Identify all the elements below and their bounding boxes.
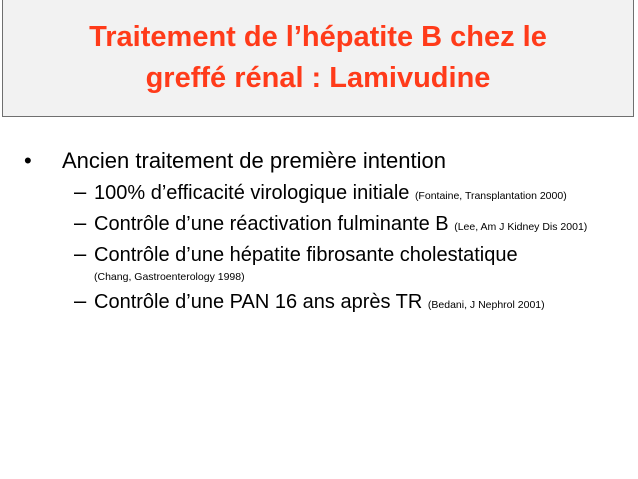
sub-item	[74, 287, 624, 316]
sub-item	[74, 240, 624, 285]
title-line-1: Traitement de l’hépatite B chez le	[89, 21, 547, 53]
sub-item-text: Contrôle d’une PAN 16 ans après TR	[94, 291, 428, 313]
sub-item-reference: (Fontaine, Transplantation 2000)	[414, 190, 567, 202]
dash-marker: –	[74, 210, 87, 235]
dash-marker: –	[74, 241, 87, 266]
dash-marker: –	[74, 179, 87, 204]
title-line-2: greffé rénal : Lamivudine	[145, 62, 491, 94]
slide-title	[69, 17, 567, 99]
dash-marker: –	[74, 288, 87, 313]
sub-item-text: 100% d’efficacité virologique initiale	[94, 182, 415, 204]
sub-list	[74, 178, 624, 316]
sub-item-text: Contrôle d’une réactivation fulminante B	[94, 213, 455, 235]
bullet-item-text: Ancien traitement de première intention	[62, 148, 446, 173]
slide-content	[24, 146, 624, 318]
sub-item	[74, 209, 624, 238]
sub-item-text: Contrôle d’une hépatite fibrosante cholestatique	[94, 244, 518, 266]
sub-item-reference: (Chang, Gastroenterology 1998)	[94, 271, 245, 283]
bullet-marker: •	[24, 148, 32, 173]
sub-item	[74, 178, 624, 207]
title-box	[2, 0, 634, 117]
sub-item-reference: (Lee, Am J Kidney Dis 2001)	[454, 221, 588, 233]
sub-item-reference: (Bedani, J Nephrol 2001)	[427, 299, 545, 311]
bullet-item	[24, 146, 624, 176]
